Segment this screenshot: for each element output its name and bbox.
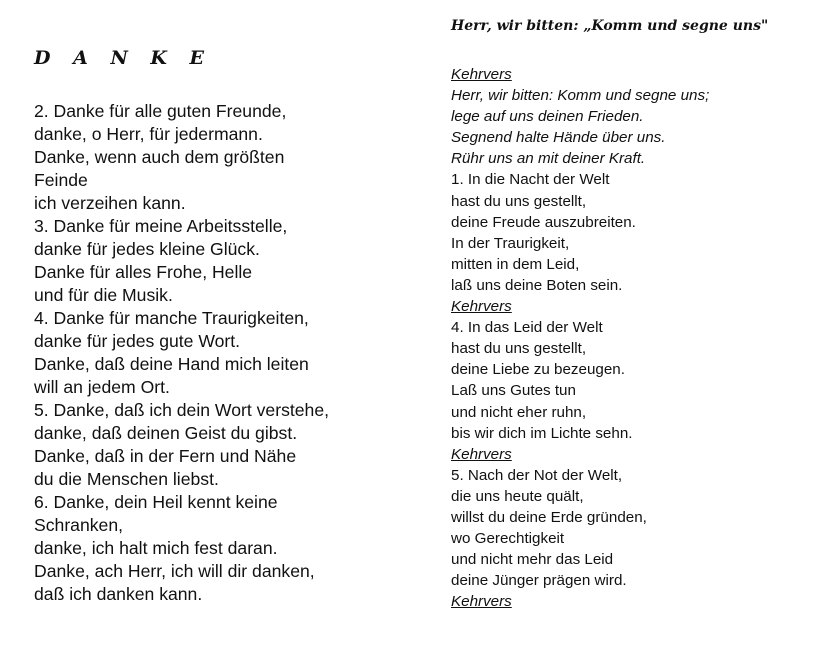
left-line: Danke für alles Frohe, Helle	[34, 262, 253, 282]
right-line: Segnend halte Hände über uns.	[451, 129, 666, 147]
left-line: Danke, ach Herr, ich will dir danken,	[34, 561, 315, 581]
right-line: hast du uns gestellt,	[451, 192, 587, 210]
right-line: 4. In das Leid der Welt	[451, 319, 603, 337]
left-line: Schranken,	[34, 515, 123, 535]
right-line: Laß uns Gutes tun	[451, 382, 576, 400]
left-line: Danke, daß in der Fern und Nähe	[34, 446, 297, 466]
right-line: 5. Nach der Not der Welt,	[451, 466, 623, 484]
right-title: Herr, wir bitten: „Komm und segne uns"	[451, 18, 769, 34]
right-line: die uns heute quält,	[451, 487, 584, 505]
left-line: 4. Danke für manche Traurigkeiten,	[34, 308, 309, 328]
right-line: und nicht eher ruhn,	[451, 403, 587, 421]
left-line: ich verzeihen kann.	[34, 193, 186, 213]
left-line: 2. Danke für alle guten Freunde,	[34, 101, 287, 121]
right-line: hast du uns gestellt,	[451, 340, 587, 358]
left-column	[34, 46, 414, 606]
right-line: deine Liebe zu bezeugen.	[451, 361, 625, 379]
right-line: bis wir dich im Lichte sehn.	[451, 424, 633, 442]
right-line: deine Freude auszubreiten.	[451, 213, 636, 231]
left-line: 5. Danke, daß ich dein Wort verstehe,	[34, 400, 330, 420]
left-line: 3. Danke für meine Arbeitsstelle,	[34, 216, 288, 236]
right-line: laß uns deine Boten sein.	[451, 276, 623, 294]
left-line: du die Menschen liebst.	[34, 469, 219, 489]
left-line: Danke, daß deine Hand mich leiten	[34, 354, 309, 374]
left-line: danke, daß deinen Geist du gibst.	[34, 423, 298, 443]
refrain-label: Kehrvers	[451, 298, 512, 316]
left-line: 6. Danke, dein Heil kennt keine	[34, 492, 278, 512]
refrain-label: Kehrvers	[451, 445, 512, 463]
left-line: danke für jedes gute Wort.	[34, 331, 241, 351]
left-line: danke für jedes kleine Glück.	[34, 239, 260, 259]
left-line: danke, o Herr, für jedermann.	[34, 124, 263, 144]
refrain-label: Kehrvers	[451, 593, 512, 611]
left-line: Feinde	[34, 170, 88, 190]
right-line: 1. In die Nacht der Welt	[451, 171, 610, 189]
left-line: will an jedem Ort.	[34, 377, 170, 397]
right-line: Rühr uns an mit deiner Kraft.	[451, 150, 646, 168]
right-column	[451, 16, 811, 612]
right-line: In der Traurigkeit,	[451, 234, 570, 252]
right-song-text	[451, 64, 811, 612]
left-line: danke, ich halt mich fest daran.	[34, 538, 278, 558]
right-line: lege auf uns deinen Frieden.	[451, 108, 644, 126]
right-line: wo Gerechtigkeit	[451, 530, 565, 548]
right-line: mitten in dem Leid,	[451, 255, 580, 273]
left-title: D A N K E	[34, 47, 213, 69]
left-line: Danke, wenn auch dem größten	[34, 147, 285, 167]
right-line: deine Jünger prägen wird.	[451, 572, 627, 590]
right-line: Herr, wir bitten: Komm und segne uns;	[451, 87, 710, 105]
left-line: daß ich danken kann.	[34, 584, 203, 604]
right-line: willst du deine Erde gründen,	[451, 508, 647, 526]
left-line: und für die Musik.	[34, 285, 173, 305]
refrain-label: Kehrvers	[451, 66, 512, 83]
left-song-text	[34, 100, 414, 606]
right-line: und nicht mehr das Leid	[451, 551, 614, 569]
